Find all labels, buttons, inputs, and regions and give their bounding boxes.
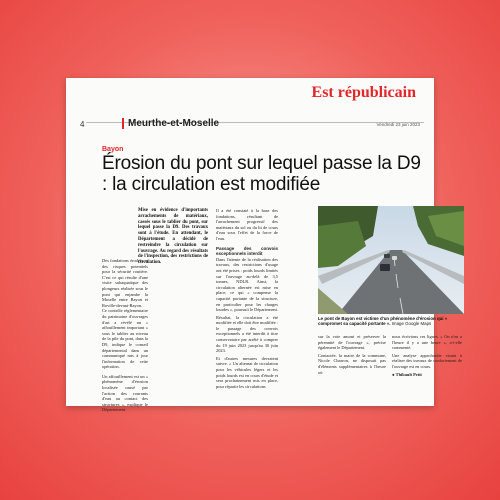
- lead-paragraph: Mise en évidence d'importants arrachements de matériaux, cassés sous le tablier du pont, sur lequel passe la D9. Des travaux sont à l'étude. En attendant, le Département a décidé de restreindre la circulation sur l'ouvrage. Au regard des résultats de l'inspection, des restrictions de circulation.: [138, 208, 208, 266]
- body-text: Résultat, la circulation a été modifiée et elle doit être modifiée : le passage des convois exceptionnels a été interdit à titre conservatoire par arrêté à compter du 19 juin 2023 jusqu'au 30 juin 2023.: [216, 314, 278, 354]
- body-text: Un affouillement est un « phénomène d'érosion localisée causé par l'action des courants d'eau au contact des structures », explique le Département.: [102, 373, 148, 413]
- body-text: nous écrivions ces lignes. « On n'en a l'heure il y a une heure », a-t-elle commenté.: [392, 334, 462, 351]
- masthead: Est républicain: [311, 84, 416, 101]
- body-text: Il a été constaté à la base des fondations, résultant de l'arrachement progressif des matériaux du sol ou du lit de cours d'eau sous l'effet de la force de l'eau.: [216, 208, 278, 241]
- body-text: Contactée, la maire de la commune, Nicole Charron, ne disposait pas d'éléments supplémentaires à l'heure où: [318, 352, 386, 375]
- body-text: sur la voie amont et préserver la pérennité de l'ouvrage », précise également le Département.: [318, 334, 386, 351]
- headline: Érosion du pont sur lequel passe la D9 : la circulation est modifiée: [102, 153, 421, 195]
- body-text: Dans l'attente de la réalisation des travaux, des restrictions d'usage ont été prises : poids lourds limités sur l'ouvrage au-delà de 3,5 tonnes, NDLR. Ainsi, la circulation alternée est mise en place, ce qui « compense la capacité portante de la structure, en particulier pour les charges lourdes », poursuit le Département.: [216, 256, 278, 313]
- bridge-photo: [318, 206, 464, 314]
- kicker: Bayon: [102, 146, 124, 153]
- page-number: 4: [80, 120, 85, 129]
- caption-credit: Image Google Maps: [390, 321, 432, 327]
- subheading: Passage des convois exceptionnels interdit: [216, 245, 278, 257]
- section-title: Meurthe-et-Moselle: [122, 118, 219, 129]
- body-text: Et d'autres mesures devraient suivre. « Un alternat de circulation pour les véhicules légers et les poids lourds est en cours d'étude et sera prochainement mis en place, pour répartir les circulations: [216, 355, 278, 389]
- photo-caption: [318, 316, 462, 327]
- newspaper-page: [66, 78, 462, 413]
- column-1: [102, 258, 148, 413]
- caption-text: Le pont de Bayon est victime d'un phénomène d'érosion qui « compromet sa capacité portante ».: [318, 316, 448, 327]
- column-3: [318, 334, 386, 375]
- date: Vendredi 23 juin 2023: [376, 122, 420, 127]
- author: ● Thibault Petit: [392, 371, 422, 377]
- column-4: [392, 334, 462, 377]
- body-text: Des fondations érodées et des risques potentiels pour la sécurité routière. C'est ce qui résulte d'une visite subaquatique des plongeurs réalisée sous le pont qui enjambe la Moselle entre Bayon et Roville-devant-Bayon. Ce contrôle réglementaire du patrimoine d'ouvrages d'art a révélé un « affouillement important » sous le tablier au niveau de la pile du pont, dans la D9, indique le conseil départemental dans un communiqué mis à jour l'information de cette opération.: [102, 258, 148, 370]
- column-2: [216, 208, 278, 389]
- body-text: Une analyse approfondie visant à réaliser des travaux de confortement de l'ouvrage est en cours.: [392, 352, 462, 369]
